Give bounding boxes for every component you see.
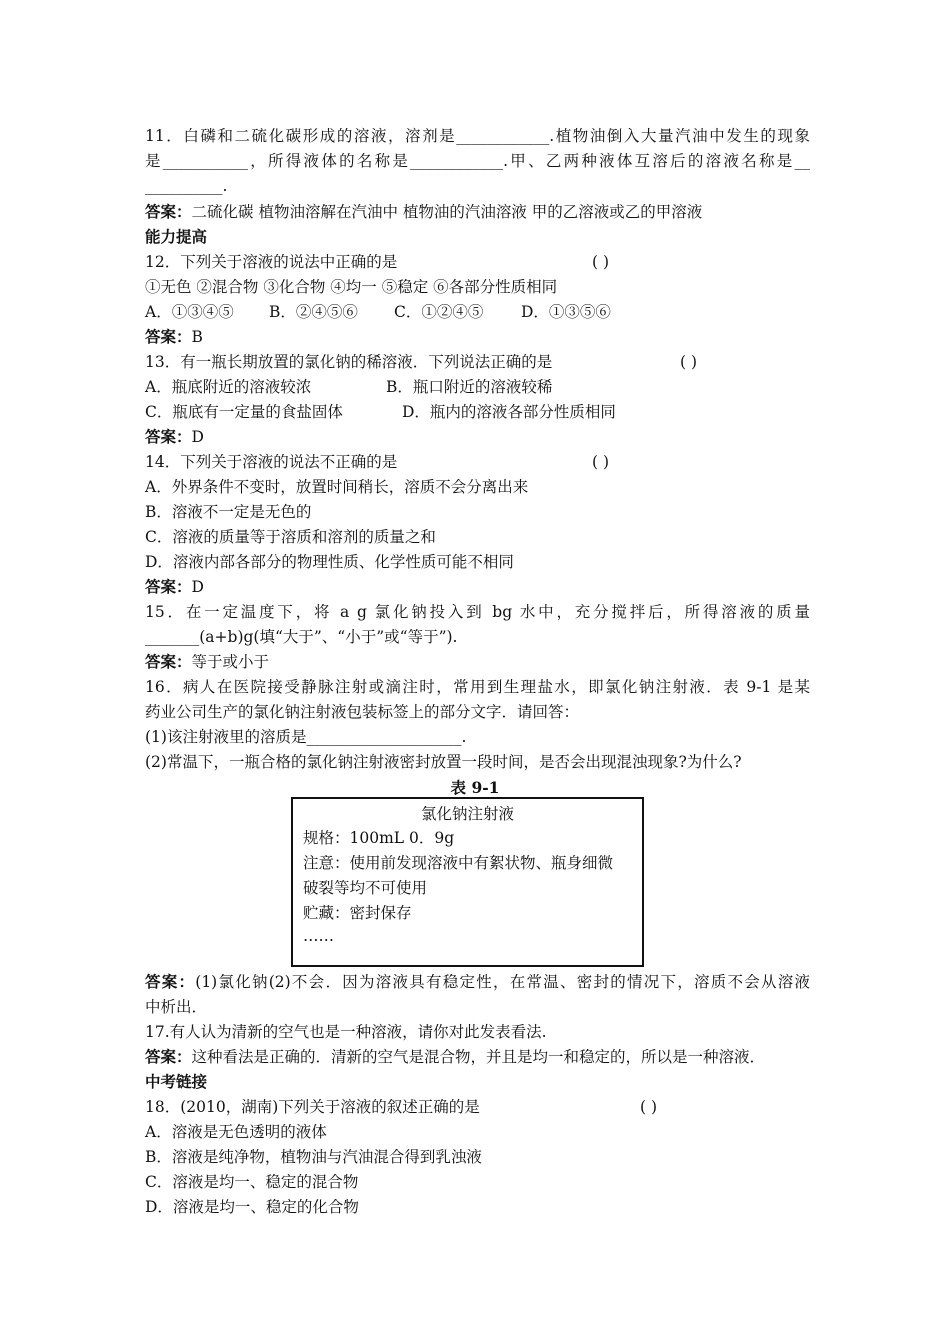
answer-text: 二硫化碳 植物油溶解在汽油中 植物油的汽油溶液 甲的乙溶液或乙的甲溶液 — [191, 203, 703, 221]
option-c: C．①②④⑤ — [394, 303, 484, 321]
answer-text: 等于或小于 — [191, 653, 270, 671]
q16-line-1: 16．病人在医院接受静脉注射或滴注时，常用到生理盐水，即氯化钠注射液．表 9-1 是某 — [145, 678, 810, 696]
q17-stem: 17.有人认为清新的空气也是一种溶液，请你对此发表看法. — [145, 1023, 547, 1041]
q11-answer — [145, 202, 810, 222]
option-b: B．瓶口附近的溶液较稀 — [386, 378, 553, 396]
q12-items: ①无色 ②混合物 ③化合物 ④均一 ⑤稳定 ⑥各部分性质相同 — [145, 278, 558, 296]
answer-label: 答案： — [145, 427, 192, 446]
q18-stem — [145, 1097, 810, 1117]
option-a: A．①③④⑤ — [145, 303, 234, 321]
answer-label: 答案： — [145, 1047, 192, 1066]
label-spec: 规格：100mL 0．9g — [303, 829, 455, 847]
question-stem: 14．下列关于溶液的说法不正确的是 — [145, 453, 398, 471]
answer-bracket: ( ) — [592, 253, 610, 271]
answer-bracket: ( ) — [592, 453, 610, 471]
label-product-name: 氯化钠注射液 — [420, 805, 514, 823]
label-ellipsis: …… — [303, 927, 334, 945]
q14-option-b: B．溶液不一定是无色的 — [145, 503, 312, 521]
q17-answer — [145, 1047, 810, 1067]
q16-answer-line-2: 中析出． — [145, 998, 208, 1016]
q14-option-a: A．外界条件不变时，放置时间稍长，溶质不会分离出来 — [145, 478, 529, 496]
option-c: C．瓶底有一定量的食盐固体 — [145, 403, 343, 421]
q11-line-1: 11．白磷和二硫化碳形成的溶液，溶剂是____________.植物油倒入大量汽油中发生的现象 — [145, 127, 810, 145]
q16-sub-2: (2)常温下，一瓶合格的氯化钠注射液密封放置一段时间，是否会出现混浊现象?为什么? — [145, 753, 742, 771]
question-stem: 13．有一瓶长期放置的氯化钠的稀溶液．下列说法正确的是 — [145, 353, 553, 371]
label-note-line-2: 破裂等均不可使用 — [303, 879, 428, 897]
label-storage: 贮藏：密封保存 — [303, 904, 412, 922]
q15-answer — [145, 652, 810, 672]
injection-label-box — [291, 797, 644, 967]
option-d: D．①③⑤⑥ — [521, 303, 611, 321]
q16-sub-1: (1)该注射液里的溶质是____________________. — [145, 728, 467, 746]
q18-option-b: B．溶液是纯净物，植物油与汽油混合得到乳浊液 — [145, 1148, 482, 1166]
answer-text: B — [191, 328, 203, 346]
section-heading-ability: 能力提高 — [145, 227, 208, 246]
question-stem: 18．(2010，湖南)下列关于溶液的叙述正确的是 — [145, 1098, 480, 1116]
answer-label: 答案： — [145, 202, 192, 221]
answer-bracket: ( ) — [640, 1098, 658, 1116]
section-heading-exam: 中考链接 — [145, 1072, 208, 1091]
q14-option-d: D．溶液内部各部分的物理性质、化学性质可能不相同 — [145, 553, 514, 571]
q16-line-2: 药业公司生产的氯化钠注射液包装标签上的部分文字．请回答： — [145, 703, 580, 721]
option-b: B．②④⑤⑥ — [269, 303, 358, 321]
q16-answer-line-1 — [145, 972, 810, 992]
q14-answer — [145, 577, 810, 597]
q14-stem — [145, 452, 810, 472]
q12-stem — [145, 252, 810, 272]
q14-option-c: C．溶液的质量等于溶质和溶剂的质量之和 — [145, 528, 436, 546]
q15-line-1: 15．在一定温度下，将 a g 氯化钠投入到 bg 水中，充分搅拌后，所得溶液的质量 — [145, 603, 810, 621]
option-d: D．瓶内的溶液各部分性质相同 — [402, 403, 616, 421]
answer-label: 答案： — [145, 327, 192, 346]
answer-text: (1)氯化钠(2)不会．因为溶液具有稳定性，在常温、密封的情况下，溶质不会从溶液 — [195, 973, 810, 991]
q12-answer — [145, 327, 810, 347]
q18-option-c: C．溶液是均一、稳定的混合物 — [145, 1173, 359, 1191]
q13-answer — [145, 427, 810, 447]
table-title: 表 9-1 — [450, 778, 500, 797]
answer-text: 这种看法是正确的．清新的空气是混合物，并且是均一和稳定的，所以是一种溶液． — [191, 1048, 766, 1066]
answer-bracket: ( ) — [680, 353, 698, 371]
q18-option-a: A．溶液是无色透明的液体 — [145, 1123, 327, 1141]
option-a: A．瓶底附近的溶液较浓 — [145, 378, 312, 396]
answer-label: 答案： — [145, 577, 192, 596]
q13-stem — [145, 352, 810, 372]
q15-line-2: _______(a+b)g(填“大于”、“小于”或“等于”). — [145, 628, 458, 646]
q11-line-2: 是___________，所得液体的名称是____________.甲、乙两种液体互溶后的溶液名称是__ — [145, 152, 810, 170]
label-note-line-1: 注意：使用前发现溶液中有絮状物、瓶身细微 — [303, 854, 614, 872]
answer-text: D — [191, 578, 204, 596]
answer-text: D — [191, 428, 204, 446]
q18-option-d: D．溶液是均一、稳定的化合物 — [145, 1198, 359, 1216]
question-stem: 12．下列关于溶液的说法中正确的是 — [145, 253, 398, 271]
q11-line-3: __________. — [145, 177, 228, 195]
answer-label: 答案： — [145, 652, 192, 671]
answer-label: 答案： — [145, 972, 196, 991]
